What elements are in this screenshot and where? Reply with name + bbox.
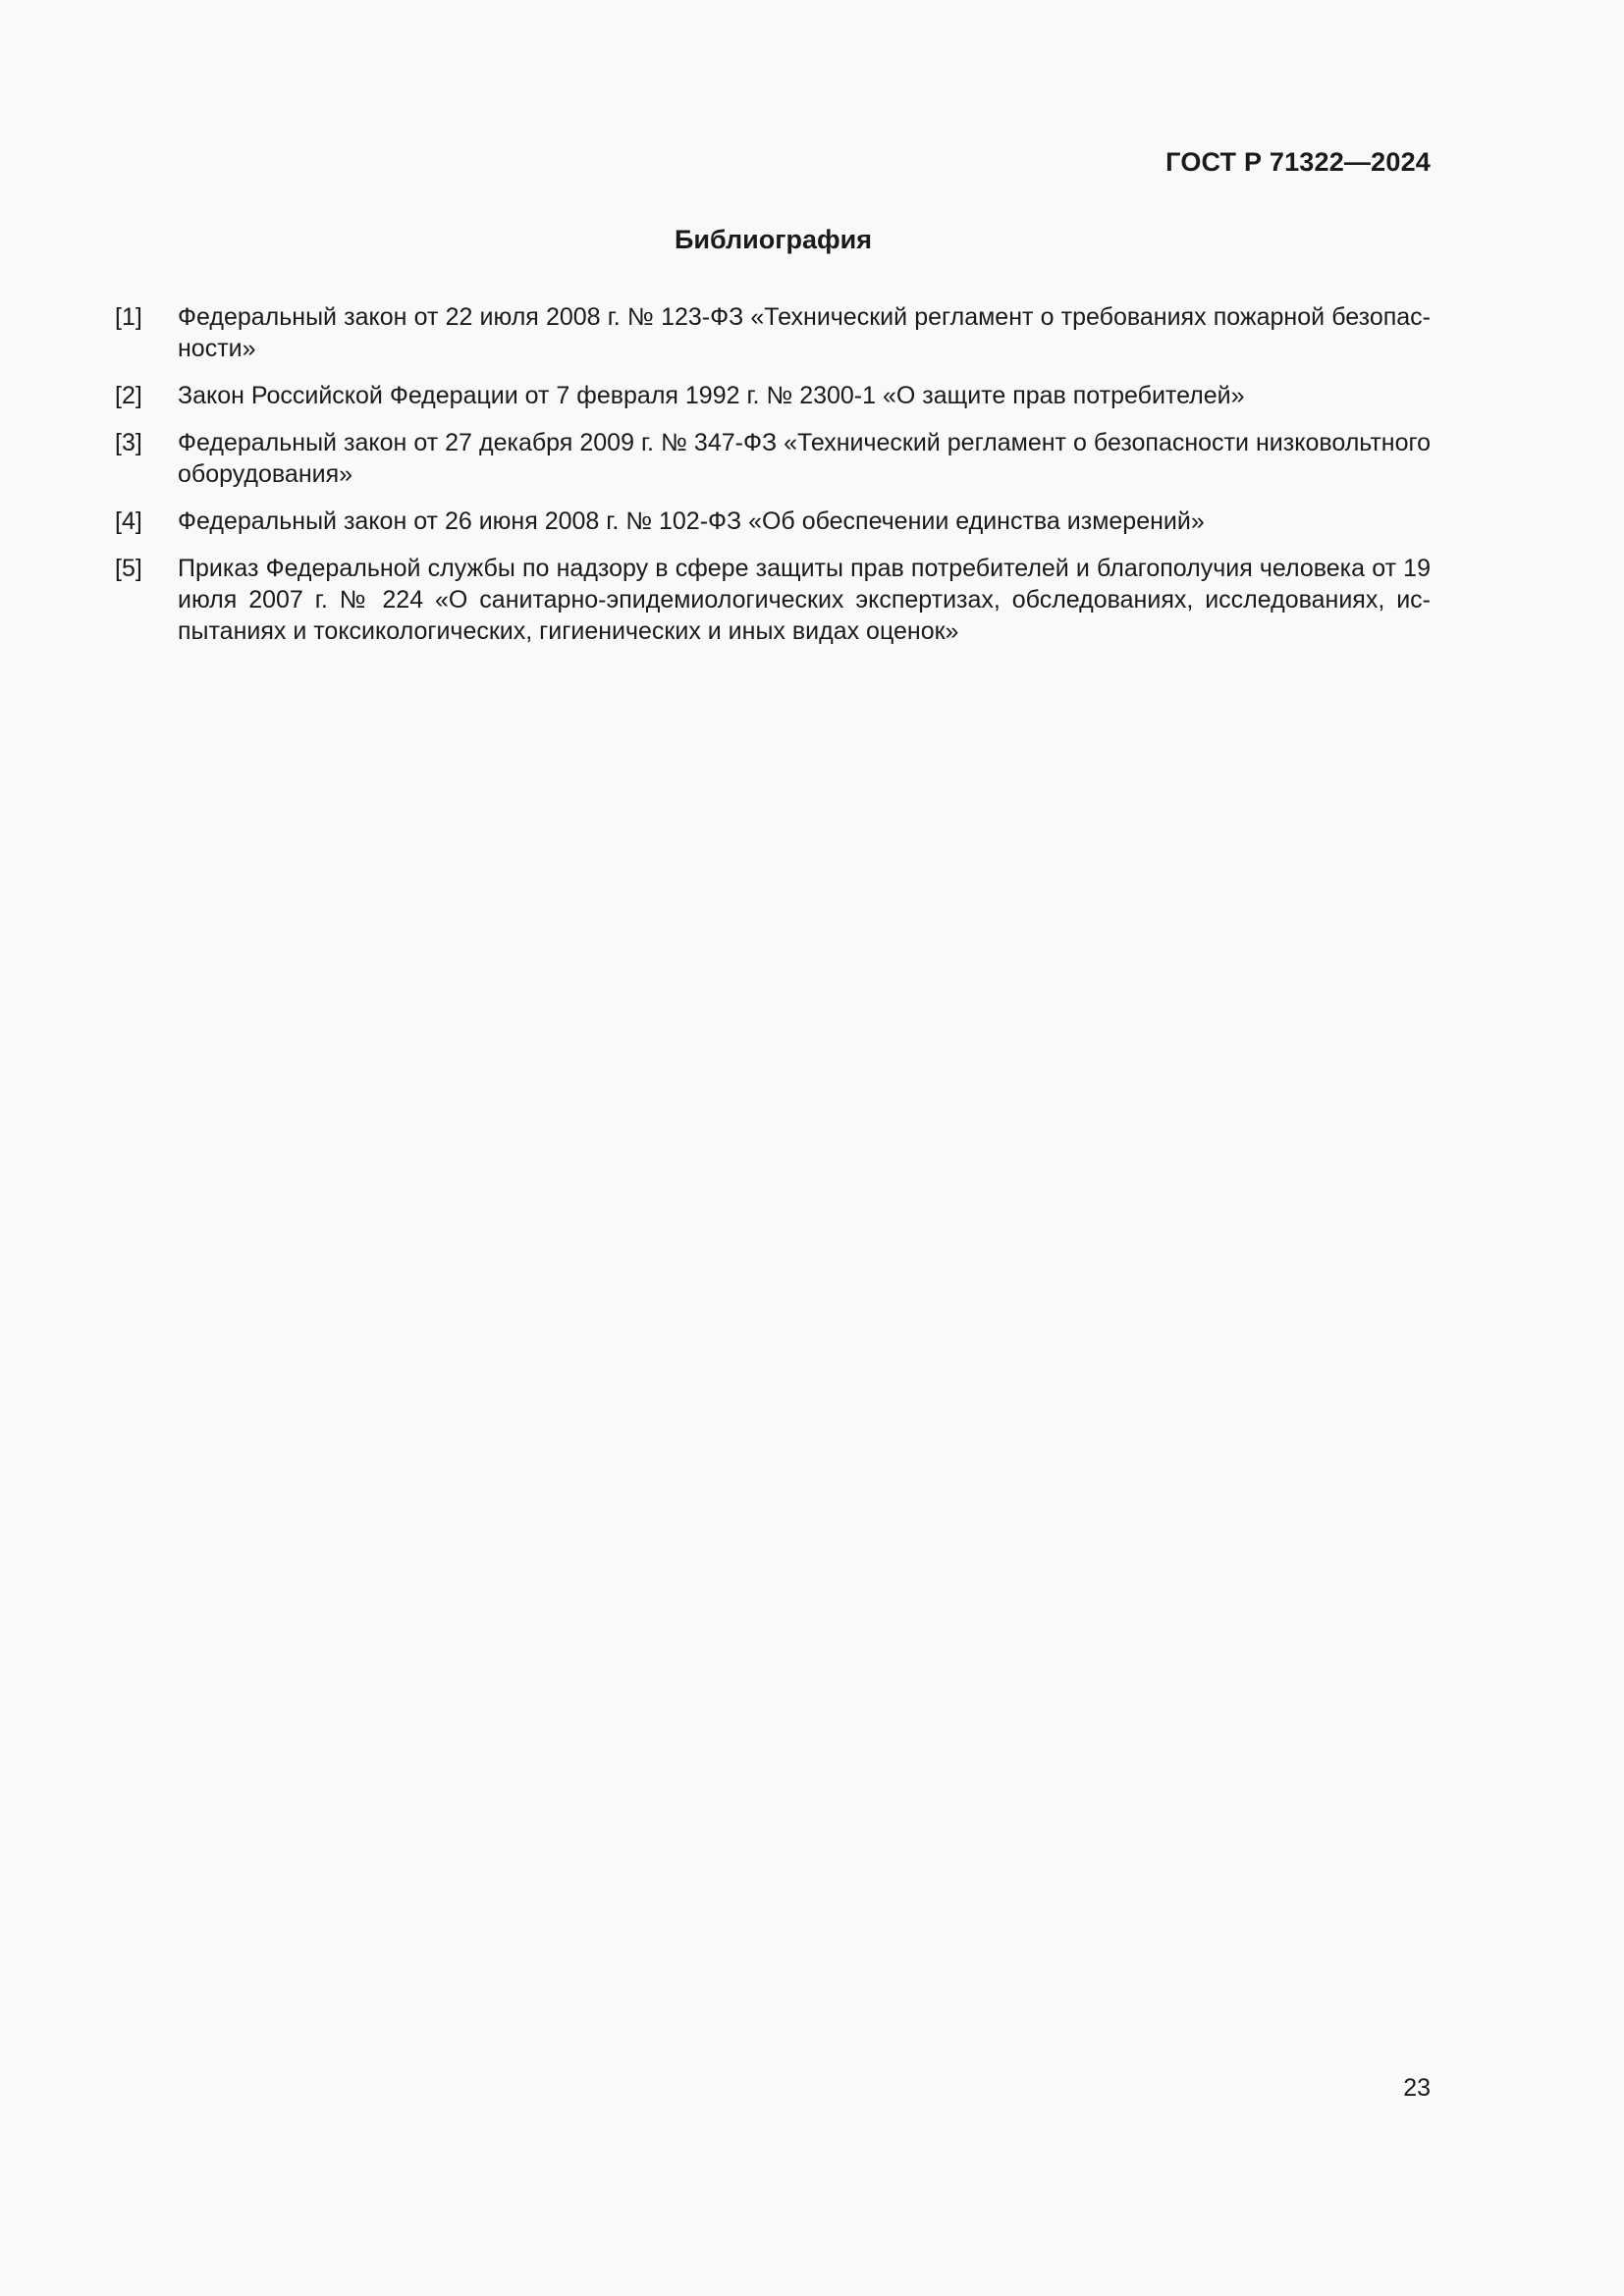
bibliography-item [115,427,1431,490]
bibliography-item [115,380,1431,411]
item-number: [2] [115,382,142,409]
page-number: 23 [1403,2074,1431,2102]
item-text: Закон Российской Федерации от 7 февраля 1992 г. № 2300-1 «О защите прав потребителей» [178,382,1245,409]
item-number: [1] [115,303,142,331]
bibliography-list [115,301,1431,663]
item-number: [3] [115,429,142,456]
item-text: Приказ Федеральной службы по надзору в сфере защиты прав потребителей и благополучия человека от 19 июля 2007 г. № 224 «О санитарно-эпидемиологических экспертизах, обследованиях, исследованиях, испытаниях и токсикологических, гигиенических и иных видах оценок» [178,555,1431,645]
item-text: Федеральный закон от 27 декабря 2009 г. № 347-ФЗ «Технический регламент о безопасности низковольтного оборудования» [178,429,1431,488]
document-code: ГОСТ Р 71322—2024 [1165,147,1431,177]
section-title: Библиография [675,225,872,254]
item-number: [5] [115,555,142,582]
bibliography-item [115,301,1431,364]
item-text: Федеральный закон от 22 июля 2008 г. № 123-ФЗ «Технический регламент о требованиях пожарной безопасности» [178,303,1431,362]
bibliography-item [115,506,1431,537]
item-number: [4] [115,507,142,535]
bibliography-item [115,553,1431,647]
item-text: Федеральный закон от 26 июня 2008 г. № 102-ФЗ «Об обеспечении единства измерений» [178,507,1205,535]
